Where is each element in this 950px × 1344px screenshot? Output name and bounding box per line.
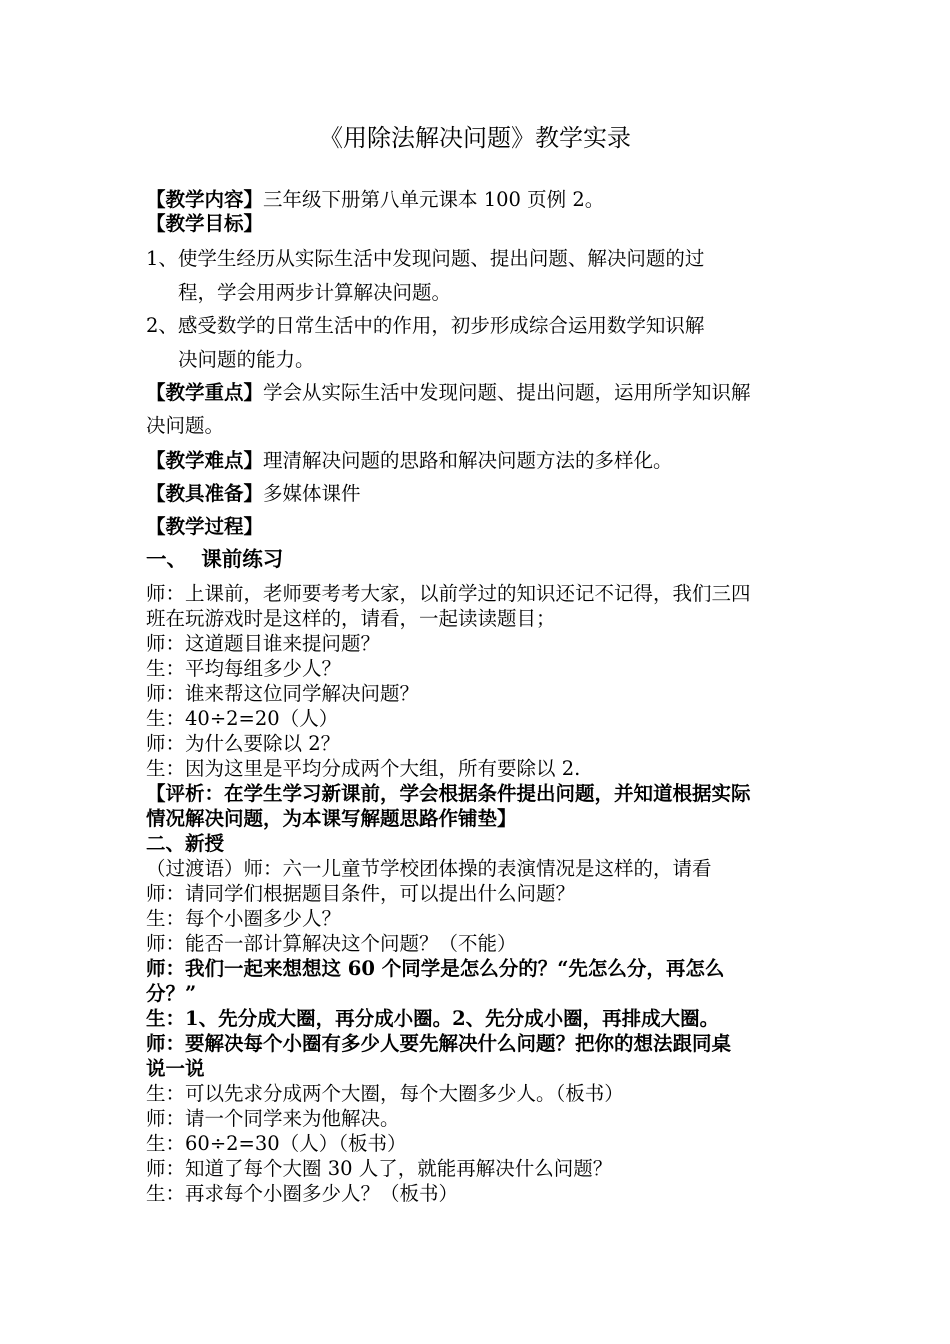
- dialogue-line: 师：这道题目谁来提问题？: [146, 632, 381, 655]
- materials-label: 【教具准备】: [146, 482, 264, 505]
- difficulty-label: 【教学难点】: [146, 449, 264, 472]
- dialogue-line: 师：知道了每个大圈 30 人了，就能再解决什么问题？: [146, 1157, 613, 1180]
- dialogue-line: 生：可以先求分成两个大圈，每个大圈多少人。（板书）: [146, 1082, 624, 1105]
- content-text: 三年级下册第八单元课本 100 页例 2。: [263, 188, 605, 211]
- difficulty-text: 理清解决问题的思路和解决问题方法的多样化。: [263, 449, 673, 472]
- comment-line-1: 【评析：在学生学习新课前，学会根据条件提出问题，并知道根据实际: [146, 782, 751, 805]
- difficulty-line: [146, 449, 816, 473]
- dialogue-line: 师：请一个同学来为他解决。: [146, 1107, 400, 1130]
- dialogue-line: 生：再求每个小圈多少人？（板书）: [146, 1182, 459, 1205]
- bold-dialogue-line: 生：1、先分成大圈，再分成小圈。2、先分成小圈，再排成大圈。: [146, 1007, 720, 1030]
- goal-2-line-1: 2、感受数学的日常生活中的作用，初步形成综合运用数学知识解: [146, 314, 705, 337]
- section-2-heading: 二、新授: [146, 832, 225, 855]
- materials-text: 多媒体课件: [263, 482, 361, 505]
- goals-label: 【教学目标】: [146, 212, 264, 235]
- dialogue-line: 生：平均每组多少人？: [146, 657, 342, 680]
- dialogue-line: 师：请同学们根据题目条件，可以提出什么问题？: [146, 882, 576, 905]
- process-label: 【教学过程】: [146, 515, 264, 538]
- key-points-line-2: 决问题。: [146, 414, 225, 437]
- dialogue-line: 师：为什么要除以 2？: [146, 732, 341, 755]
- bold-dialogue-line: 说一说: [146, 1057, 205, 1080]
- document-title: 《用除法解决问题》教学实录: [319, 124, 631, 152]
- dialogue-line: 生：60÷2=30（人）（板书）: [146, 1132, 407, 1155]
- dialogue-line: 师：能否一部计算解决这个问题？（不能）: [146, 932, 517, 955]
- materials-line: [146, 482, 816, 506]
- key-points-text: 学会从实际生活中发现问题、提出问题，运用所学知识解: [263, 381, 751, 404]
- goal-1-line-2: 程，学会用两步计算解决问题。: [178, 281, 452, 304]
- bold-dialogue-line: 分？”: [146, 982, 197, 1005]
- dialogue-line: 生：每个小圈多少人？: [146, 907, 342, 930]
- dialogue-line: （过渡语）师：六一儿童节学校团体操的表演情况是这样的，请看: [146, 857, 712, 880]
- comment-line-2: 情况解决问题，为本课写解题思路作铺垫】: [146, 807, 517, 830]
- goal-2-line-2: 决问题的能力。: [178, 348, 315, 371]
- key-points-label: 【教学重点】: [146, 381, 264, 404]
- section-1-heading: 一、 课前练习: [146, 547, 284, 571]
- dialogue-line: 师：上课前，老师要考考大家，以前学过的知识还记不记得，我们三四: [146, 582, 751, 605]
- content-label: 【教学内容】: [146, 188, 264, 211]
- bold-dialogue-line: 师：要解决每个小圈有多少人要先解决什么问题？把你的想法跟同桌: [146, 1032, 732, 1055]
- content-line: [146, 188, 816, 212]
- dialogue-line: 师：谁来帮这位同学解决问题？: [146, 682, 420, 705]
- dialogue-line: 生：因为这里是平均分成两个大组，所有要除以 2.: [146, 757, 581, 780]
- dialogue-line: 生：40÷2=20（人）: [146, 707, 339, 730]
- dialogue-line: 班在玩游戏时是这样的，请看，一起读读题目；: [146, 607, 556, 630]
- bold-dialogue-line: 师：我们一起来想想这 60 个同学是怎么分的？“先怎么分，再怎么: [146, 957, 725, 980]
- goal-1-line-1: 1、使学生经历从实际生活中发现问题、提出问题、解决问题的过: [146, 247, 705, 270]
- key-points-line: [146, 381, 816, 405]
